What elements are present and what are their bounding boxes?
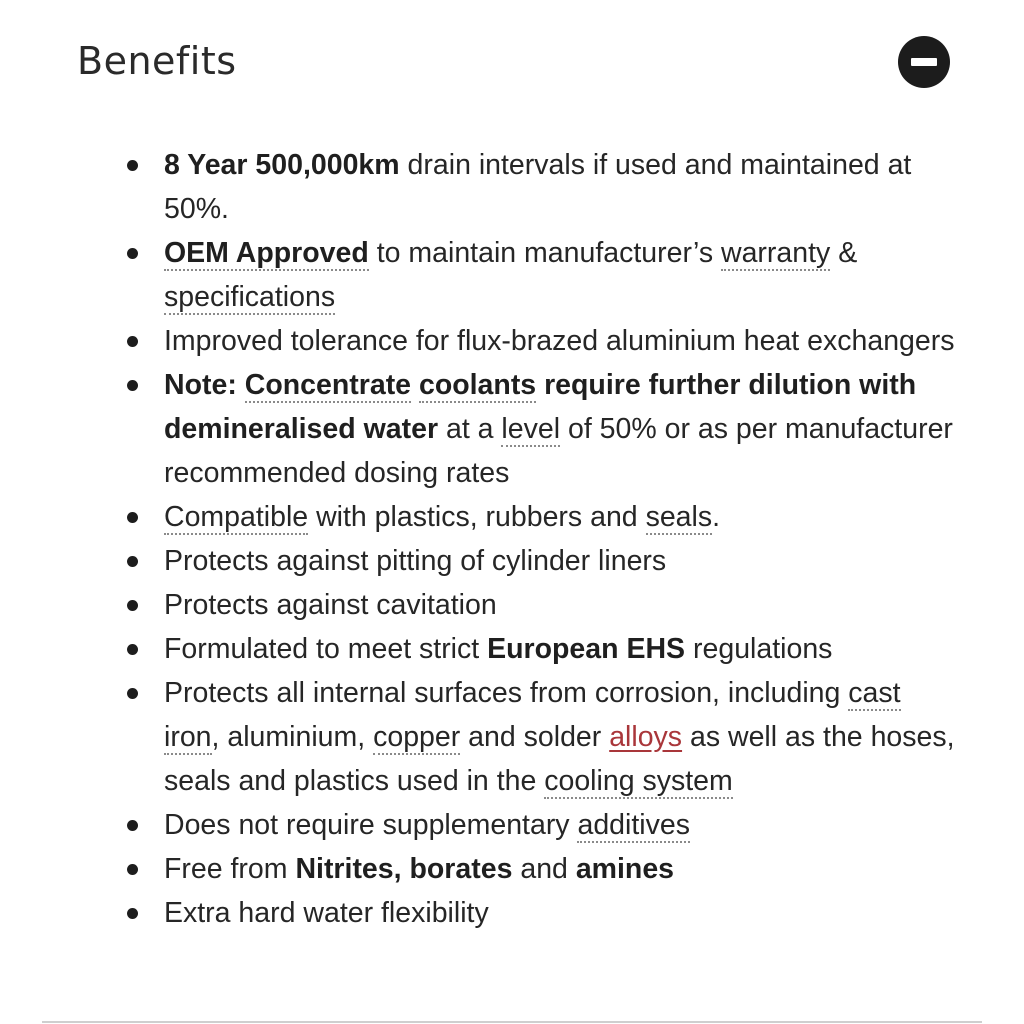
bullet-icon: [127, 556, 138, 567]
bullet-icon: [127, 864, 138, 875]
glossary-term[interactable]: warranty: [721, 237, 831, 269]
item-text: Protects against pitting of cylinder liners: [164, 545, 667, 577]
item-text: Free from: [164, 853, 296, 885]
section-title: Benefits: [77, 39, 237, 83]
bullet-icon: [127, 820, 138, 831]
bold-text: [411, 369, 419, 401]
bold-text: European EHS: [487, 633, 686, 665]
bullet-icon: [127, 688, 138, 699]
item-text: of 50% or as per manufacturer recommended dosing rates: [164, 413, 953, 489]
item-text: Does not require supplementary: [164, 809, 578, 841]
glossary-term[interactable]: specifications: [164, 281, 336, 313]
bold-text: Note:: [164, 369, 245, 401]
glossary-term[interactable]: additives: [577, 809, 690, 841]
list-item: [127, 671, 957, 803]
bold-text: Nitrites, borates: [295, 853, 513, 885]
bold-text: amines: [575, 853, 675, 885]
glossary-term[interactable]: coolants: [418, 369, 537, 401]
item-text: and: [512, 853, 576, 885]
alloys-link[interactable]: alloys: [609, 721, 683, 753]
list-item: [127, 319, 957, 363]
bold-text: require further dilution with demineralised water: [164, 369, 917, 445]
item-text: Formulated to meet strict: [164, 633, 488, 665]
list-item: [127, 143, 957, 231]
item-text: &: [830, 237, 858, 269]
item-text: Protects against cavitation: [164, 589, 497, 621]
item-text: , aluminium,: [211, 721, 374, 753]
item-text: as well as the hoses, seals and plastics used in the: [164, 721, 955, 797]
list-item: [127, 847, 957, 891]
bullet-icon: [127, 248, 138, 259]
bullet-icon: [127, 600, 138, 611]
glossary-term[interactable]: cast iron: [164, 677, 901, 753]
list-item: [127, 891, 957, 935]
list-item: [127, 495, 957, 539]
item-text: .: [712, 501, 721, 533]
item-text: at a: [438, 413, 502, 445]
bullet-icon: [127, 160, 138, 171]
item-text: to maintain manufacturer’s: [368, 237, 721, 269]
glossary-term[interactable]: seals: [645, 501, 713, 533]
glossary-term[interactable]: OEM Approved: [164, 237, 369, 269]
glossary-term[interactable]: Concentrate: [244, 369, 412, 401]
minus-circle-icon[interactable]: [898, 36, 950, 88]
list-item: [127, 627, 957, 671]
divider: [42, 1021, 982, 1023]
item-text: Protects all internal surfaces from corrosion, including: [164, 677, 849, 709]
bullet-icon: [127, 512, 138, 523]
bold-text: 8 Year 500,000km: [164, 149, 400, 181]
item-text: drain intervals if used and maintained at 50%.: [164, 149, 912, 225]
glossary-term[interactable]: level: [501, 413, 561, 445]
list-item: [127, 363, 957, 495]
list-item: [127, 231, 957, 319]
item-text: and solder: [460, 721, 610, 753]
glossary-term[interactable]: cooling system: [544, 765, 733, 797]
list-item: [127, 803, 957, 847]
list-item: [127, 583, 957, 627]
bullet-icon: [127, 380, 138, 391]
glossary-term[interactable]: Compatible: [164, 501, 309, 533]
item-text: regulations: [685, 633, 833, 665]
benefits-list: [127, 143, 957, 935]
glossary-term[interactable]: copper: [373, 721, 461, 753]
bullet-icon: [127, 908, 138, 919]
item-text: Improved tolerance for flux-brazed aluminium heat exchangers: [164, 325, 955, 357]
bullet-icon: [127, 336, 138, 347]
list-item: [127, 539, 957, 583]
item-text: Extra hard water flexibility: [164, 897, 489, 929]
minus-bar: [911, 58, 937, 66]
bullet-icon: [127, 644, 138, 655]
item-text: with plastics, rubbers and: [308, 501, 646, 533]
section-header[interactable]: [77, 36, 950, 88]
